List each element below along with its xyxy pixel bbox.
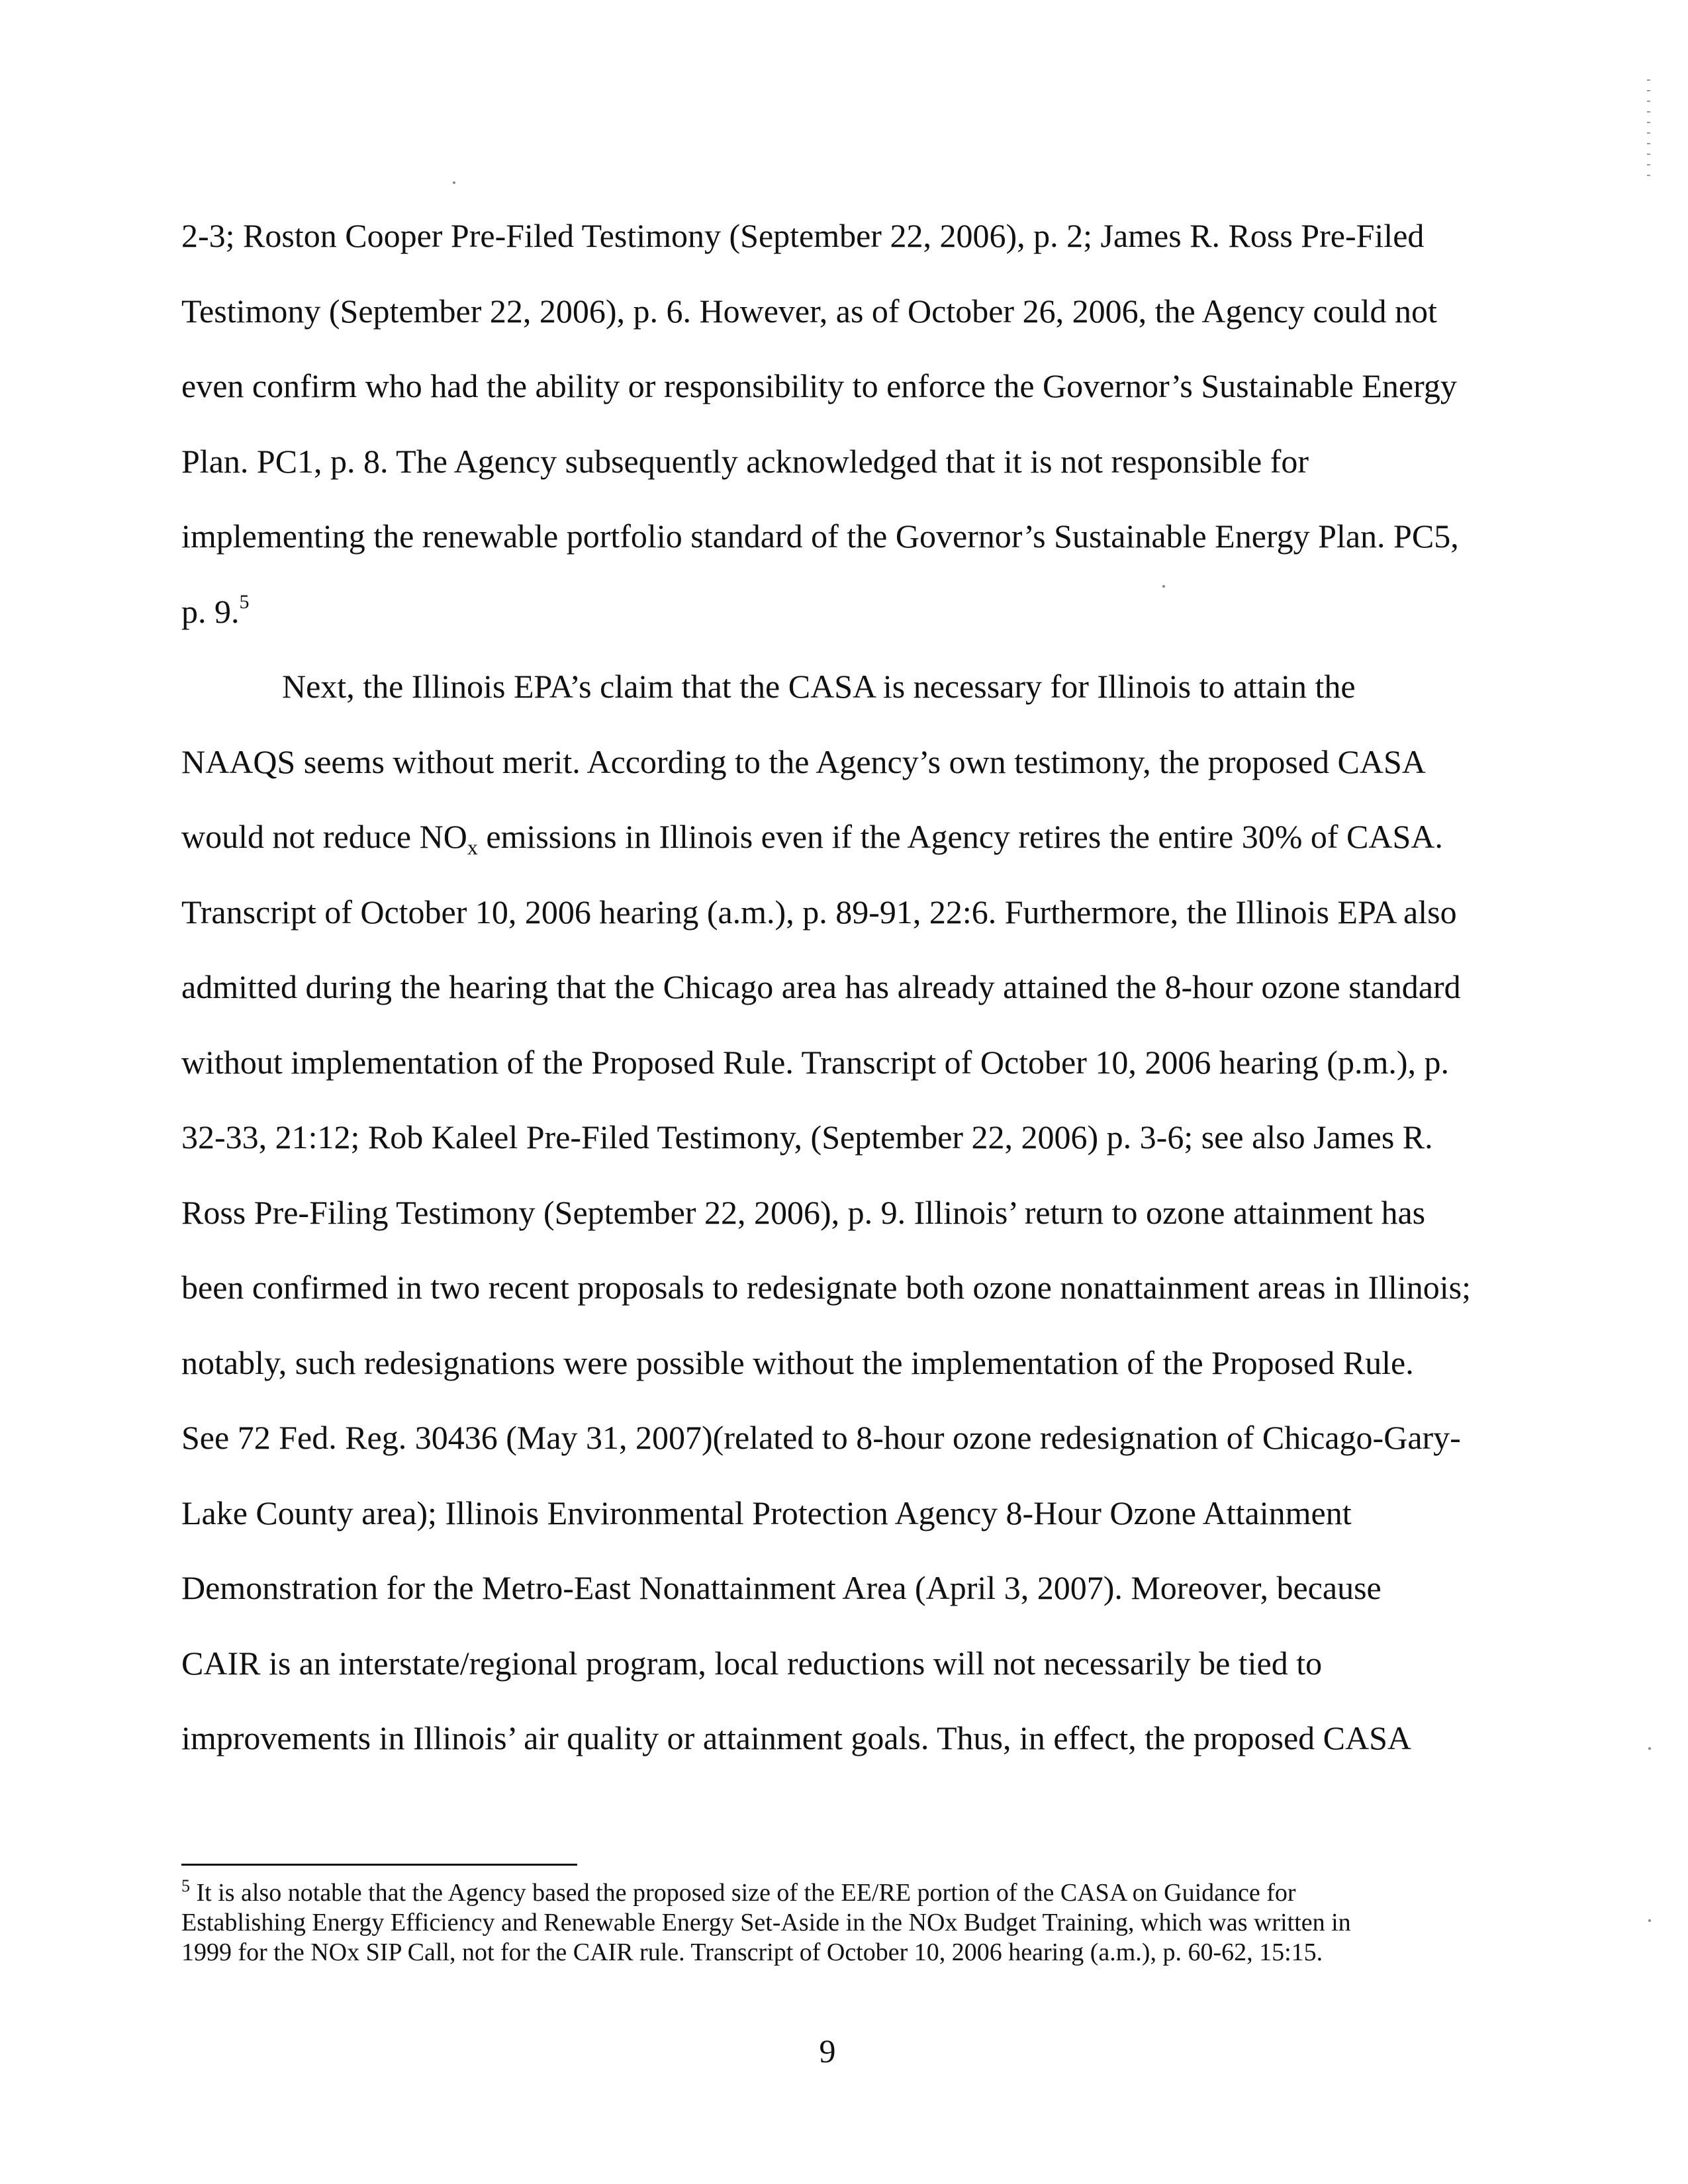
footnote-divider (181, 1864, 577, 1866)
line-text: p. 9. (181, 592, 240, 630)
footnote-line (181, 1878, 1505, 1908)
text-line: 32-33, 21:12; Rob Kaleel Pre-Filed Testimony, (September 22, 2006) p. 3-6; see also James R. (181, 1118, 1433, 1156)
text-line: been confirmed in two recent proposals to redesignate both ozone nonattainment areas in Illinois; (181, 1269, 1472, 1306)
scan-speck (1162, 585, 1165, 588)
text-line: Demonstration for the Metro-East Nonattainment Area (April 3, 2007). Moreover, because (181, 1569, 1382, 1606)
text-line: Plan. PC1, p. 8. The Agency subsequently acknowledged that it is not responsible for (181, 442, 1309, 480)
body-text (181, 199, 1505, 1776)
paragraph-start: Next, the Illinois EPA’s claim that the CASA is necessary for Illinois to attain the (282, 668, 1356, 705)
footnote-text: It is also notable that the Agency based the proposed size of the EE/RE portion of the CASA on Guidance for (190, 1879, 1296, 1907)
text-line: even confirm who had the ability or responsibility to enforce the Governor’s Sustainable Energy (181, 367, 1457, 404)
text-line: improvements in Illinois’ air quality or attainment goals. Thus, in effect, the proposed CASA (181, 1719, 1412, 1756)
text-line (181, 799, 1505, 875)
subscript-x: x (467, 835, 478, 859)
text-line: See 72 Fed. Reg. 30436 (May 31, 2007)(related to 8-hour ozone redesignation of Chicago-Gary- (181, 1419, 1461, 1456)
scan-speck (1648, 1919, 1651, 1922)
text-line: notably, such redesignations were possible without the implementation of the Proposed Rule. (181, 1343, 1414, 1381)
text-line: Testimony (September 22, 2006), p. 6. However, as of October 26, 2006, the Agency could not (181, 292, 1437, 330)
text-line: admitted during the hearing that the Chicago area has already attained the 8-hour ozone standard (181, 968, 1461, 1005)
page-number: 9 (819, 2032, 836, 2070)
scan-edge-marks (1647, 79, 1651, 212)
footnote-line: Establishing Energy Efficiency and Renewable Energy Set-Aside in the NOx Budget Training, which was written in (181, 1909, 1351, 1936)
scan-speck (453, 181, 455, 184)
scan-speck (1648, 1747, 1651, 1750)
text-line: NAAQS seems without merit. According to the Agency’s own testimony, the proposed CASA (181, 743, 1426, 780)
text-line: CAIR is an interstate/regional program, local reductions will not necessarily be tied to (181, 1644, 1323, 1682)
text-line (181, 574, 1505, 650)
text-line: Ross Pre-Filing Testimony (September 22, 2006), p. 9. Illinois’ return to ozone attainment has (181, 1193, 1426, 1231)
line-text: would not reduce NO (181, 818, 467, 855)
text-line: Lake County area); Illinois Environmental Protection Agency 8-Hour Ozone Attainment (181, 1494, 1352, 1531)
text-line: implementing the renewable portfolio standard of the Governor’s Sustainable Energy Plan. PC5, (181, 518, 1459, 555)
footnote (181, 1878, 1505, 1968)
text-line: without implementation of the Proposed Rule. Transcript of October 10, 2006 hearing (p.m.), p. (181, 1043, 1449, 1081)
line-text: emissions in Illinois even if the Agency retires the entire 30% of CASA. (477, 818, 1443, 855)
footnote-marker: 5 (181, 1876, 190, 1895)
text-line: 2-3; Roston Cooper Pre-Filed Testimony (September 22, 2006), p. 2; James R. Ross Pre-Filed (181, 217, 1425, 254)
footnote-line: 1999 for the NOx SIP Call, not for the CAIR rule. Transcript of October 10, 2006 hearing (a.m.), p. 60-62, 15:15. (181, 1938, 1323, 1966)
footnote-reference[interactable]: 5 (239, 590, 250, 613)
text-line: Transcript of October 10, 2006 hearing (a.m.), p. 89-91, 22:6. Furthermore, the Illinois EPA also (181, 893, 1457, 931)
